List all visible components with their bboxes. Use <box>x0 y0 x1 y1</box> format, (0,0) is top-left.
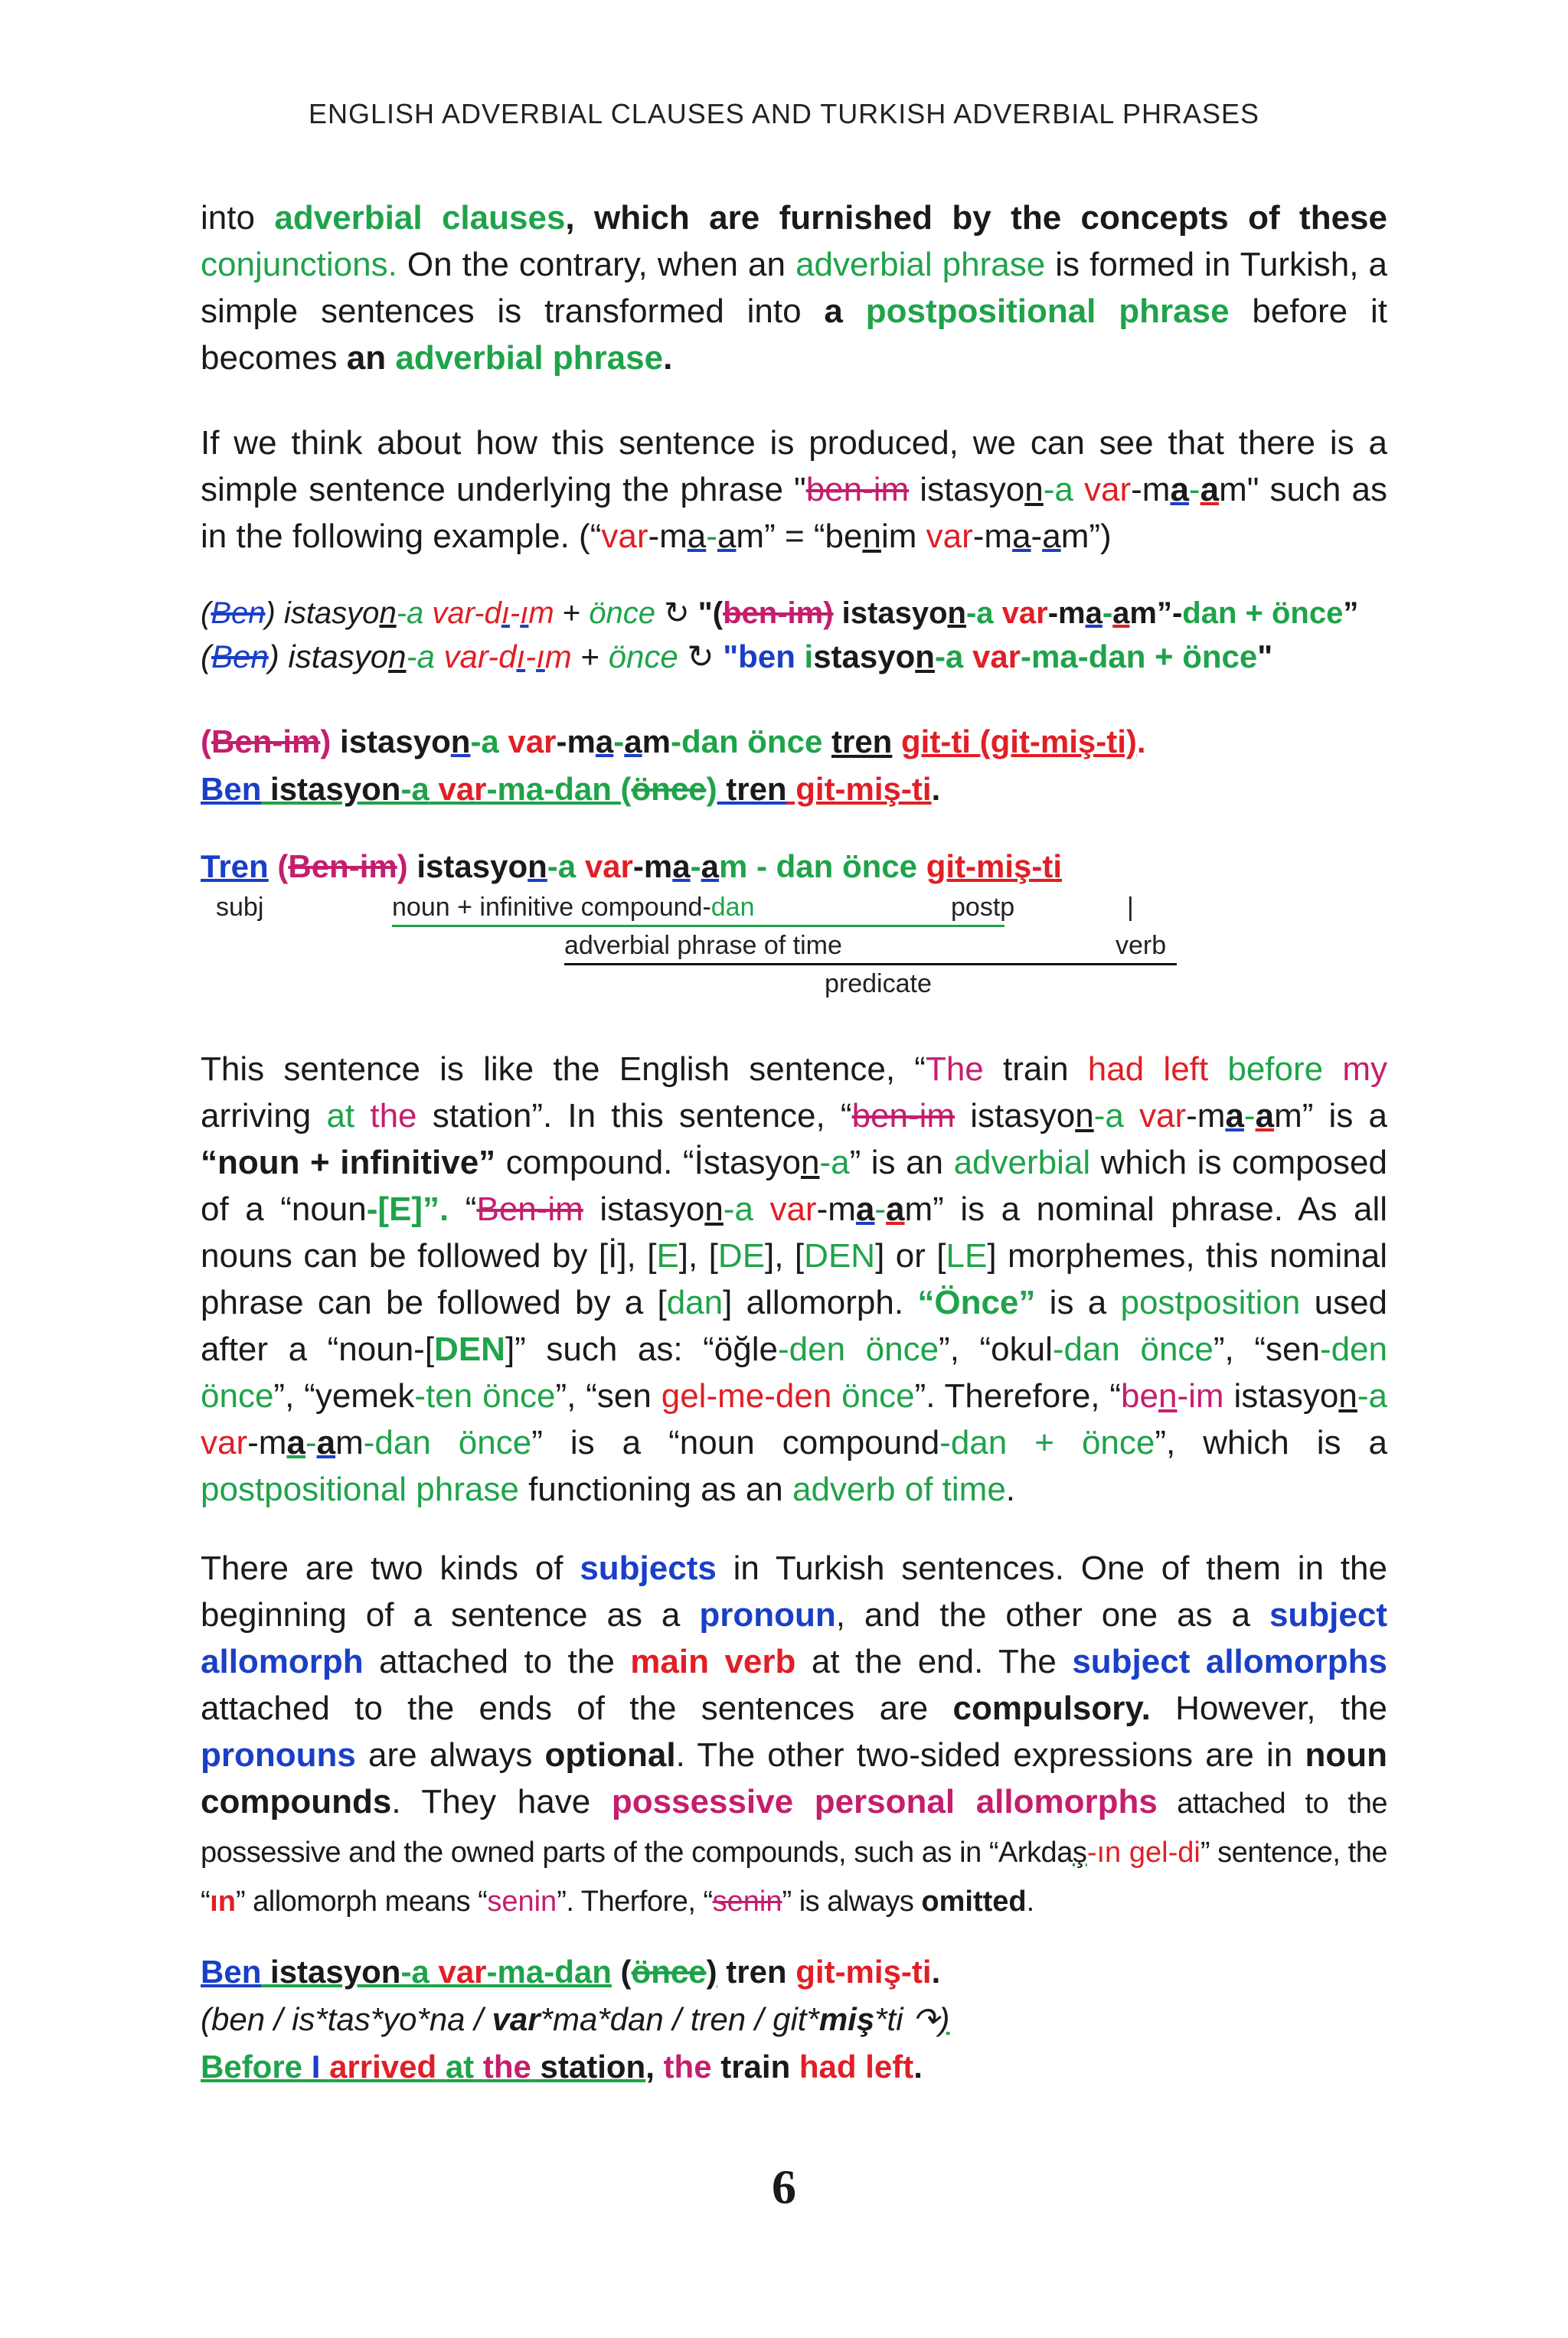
transform-arrow-icon: ↻ <box>678 638 724 674</box>
label-predicate: predicate <box>825 969 932 998</box>
label-noun-compound: noun + infinitive compound-dan <box>392 893 755 922</box>
label-subj: subj <box>216 893 264 922</box>
paragraph-explanation: This sentence is like the English sentence, “The train had left before my arriving at the station”. In this sentence, “ben-im istasyon-a var-ma-am” is a “noun + infinitive” compound. “İstasyon-a” is an adverbial which is composed of a “noun-[E]”. “Ben-im istasyon-a var-ma-am” is a nominal phrase. As all nouns can be followed by [İ], [E], [DE], [DEN] or [LE] morphemes, this nominal phrase can be followed by a [dan] allomorph. “Önce” is a postposition used after a “noun-[DEN]” such as: “öğle-den önce”, “okul-dan önce”, “sen-den önce”, “yemek-ten önce”, “sen gel-me-den önce”. Therefore, “ben-im istasyon-a var-ma-am-dan önce” is a “noun compound-dan + önce”, which is a postpositional phrase functioning as an adverb of time. <box>201 1050 1388 1508</box>
example-sentence-1: (Ben-im) istasyon-a var-ma-am-dan önce tren git-ti (git-miş-ti). <box>201 723 1146 759</box>
final-syllable-gloss: (ben / is*tas*yo*na / var*ma*dan / tren / git*miş*ti ↷) <box>201 2001 950 2037</box>
derivation-example <box>201 593 1426 681</box>
paragraph-subjects: There are two kinds of subjects in Turkish sentences. One of them in the beginning of a sentence as a pronoun, and the other one as a subject allomorph attached to the main verb at the end. The subject allomorphs attached to the ends of the sentences are compulsory. However, the pronouns are always optional. The other two-sided expressions are in noun compounds. They have possessive personal allomorphs attached to the possessive and the owned parts of the compounds, such as in “Arkdaş-ın gel-di” sentence, the “ın” allomorph means “senin”. Therfore, “senin” is always omitted. <box>201 1549 1388 1918</box>
derivation-line-2: (Ben) istasyon-a var-dı-ım + önce ↻ "ben istasyon-a var-ma-dan + önce" <box>201 638 1273 674</box>
label-adverbial-phrase: adverbial phrase of time <box>564 931 842 960</box>
sentence-parse-diagram <box>201 848 1272 1009</box>
parse-sentence: Tren (Ben-im) istasyon-a var-ma-am - dan önce git-miş-ti <box>201 848 1062 884</box>
paragraph-intro: into adverbial clauses, which are furnished by the concepts of these conjunctions. On the contrary, when an adverbial phrase is formed in Turkish, a simple sentences is transformed into a postpositional phrase before it becomes an adverbial phrase. <box>201 199 1387 377</box>
adverbial-underline <box>564 963 1177 965</box>
derivation-line-1: (Ben) istasyon-a var-dı-ım + önce ↻ "(ben-im) istasyon-a var-ma-am”-dan + önce” <box>201 596 1359 630</box>
example-sentences <box>201 718 1426 813</box>
compound-underline <box>392 925 1004 927</box>
transform-arrow-icon: ↻ <box>655 596 698 630</box>
running-header: ENGLISH ADVERBIAL CLAUSES AND TURKISH ADVERBIAL PHRASES <box>308 98 1260 129</box>
final-english-translation: Before I arrived at the station, the train had left. <box>201 2049 923 2085</box>
page-number: 6 <box>772 2160 796 2214</box>
intonation-arrow-icon: ↷ <box>912 2001 939 2037</box>
label-verb: verb <box>1116 931 1167 960</box>
example-sentence-2: Ben istasyon-a var-ma-dan (önce) tren git-miş-ti. <box>201 771 941 807</box>
paragraph-underlying-sentence: If we think about how this sentence is produced, we can see that there is a simple sentence underlying the phrase "ben-im istasyon-a var-ma-am" such as in the following example. (“var-ma-am” = “benim var-ma-am”) <box>201 424 1387 555</box>
final-example <box>201 1948 1426 2091</box>
label-pipe: | <box>1127 893 1134 922</box>
final-turkish-sentence: Ben istasyon-a var-ma-dan (önce) tren git-miş-ti. <box>201 1954 941 1990</box>
label-postp: postp <box>951 893 1015 922</box>
